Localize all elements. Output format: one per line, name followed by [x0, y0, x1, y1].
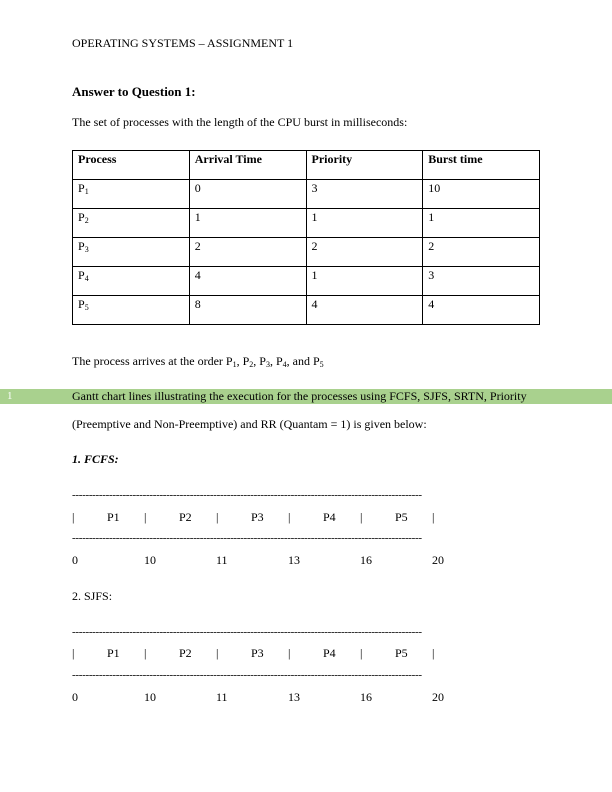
priority-cell: 4	[306, 296, 423, 325]
gantt-process: P3	[251, 646, 264, 660]
priority-cell: 1	[306, 209, 423, 238]
fcfs-bottom-divider: --------------------------------------------------------------------------------------------------------	[72, 532, 422, 544]
arrival-cell: 1	[189, 209, 306, 238]
gantt-time: 16	[360, 690, 372, 704]
burst-cell: 1	[423, 209, 540, 238]
burst-cell: 3	[423, 267, 540, 296]
gantt-time: 0	[72, 690, 78, 704]
gantt-bar: |	[72, 646, 75, 660]
gantt-process: P1	[107, 510, 120, 524]
gantt-time: 10	[144, 553, 156, 567]
gantt-process: P1	[107, 646, 120, 660]
process-cell: $P_3$	[73, 238, 190, 267]
table-row	[73, 238, 540, 267]
fcfs-top-divider: --------------------------------------------------------------------------------------------------------	[72, 489, 422, 501]
column-header-burst-time: Burst time	[423, 151, 540, 180]
line-number: 1	[7, 390, 13, 402]
arrival-cell: 0	[189, 180, 306, 209]
gantt-time: 16	[360, 553, 372, 567]
gantt-time: 20	[432, 690, 444, 704]
gantt-time: 11	[216, 690, 228, 704]
page-header: OPERATING SYSTEMS – ASSIGNMENT 1	[72, 36, 294, 50]
gantt-bar: |	[432, 646, 435, 660]
arrival-cell: 2	[189, 238, 306, 267]
gantt-process: P2	[179, 510, 192, 524]
table-row	[73, 209, 540, 238]
process-cell: $P_1$	[73, 180, 190, 209]
sjfs-top-divider: --------------------------------------------------------------------------------------------------------	[72, 626, 422, 638]
gantt-time: 13	[288, 553, 300, 567]
gantt-bar: |	[288, 646, 291, 660]
process-table	[72, 150, 540, 325]
arrival-order-text: The process arrives at the order $P_1$, $P_2$, $P_3$, $P_4$, and $P_5$	[72, 354, 324, 369]
gantt-process: P4	[323, 510, 336, 524]
intro-text: The set of processes with the length of the CPU burst in milliseconds:	[72, 115, 408, 129]
arrival-cell: 8	[189, 296, 306, 325]
gantt-process: P5	[395, 646, 408, 660]
column-header-priority: Priority	[306, 151, 423, 180]
gantt-process: P4	[323, 646, 336, 660]
gantt-time: 11	[216, 553, 228, 567]
process-cell: $P_4$	[73, 267, 190, 296]
process-cell: $P_2$	[73, 209, 190, 238]
table-row	[73, 267, 540, 296]
burst-cell: 10	[423, 180, 540, 209]
gantt-time: 20	[432, 553, 444, 567]
gantt-time: 13	[288, 690, 300, 704]
gantt-time: 0	[72, 553, 78, 567]
gantt-bar: |	[216, 646, 219, 660]
gantt-process: P5	[395, 510, 408, 524]
gantt-bar: |	[432, 510, 435, 524]
continuation-text: (Preemptive and Non-Preemptive) and RR (Quantam = 1) is given below:	[72, 417, 427, 431]
sjfs-gantt-row	[72, 646, 452, 662]
gantt-bar: |	[216, 510, 219, 524]
gantt-bar: |	[72, 510, 75, 524]
gantt-bar: |	[360, 510, 363, 524]
column-header-arrival-time: Arrival Time	[189, 151, 306, 180]
sjfs-time-row	[72, 690, 452, 706]
sjfs-heading: 2. SJFS:	[72, 589, 113, 603]
gantt-bar: |	[144, 510, 147, 524]
sjfs-bottom-divider: --------------------------------------------------------------------------------------------------------	[72, 669, 422, 681]
fcfs-heading: 1. FCFS:	[72, 452, 119, 466]
gantt-bar: |	[360, 646, 363, 660]
fcfs-time-row	[72, 553, 452, 569]
priority-cell: 3	[306, 180, 423, 209]
gantt-bar: |	[288, 510, 291, 524]
arrival-cell: 4	[189, 267, 306, 296]
burst-cell: 4	[423, 296, 540, 325]
burst-cell: 2	[423, 238, 540, 267]
gantt-process: P2	[179, 646, 192, 660]
gantt-bar: |	[144, 646, 147, 660]
process-cell: $P_5$	[73, 296, 190, 325]
gantt-process: P3	[251, 510, 264, 524]
fcfs-gantt-row	[72, 510, 452, 526]
table-header-row	[73, 151, 540, 180]
priority-cell: 1	[306, 267, 423, 296]
highlighted-line-text: Gantt chart lines illustrating the execution for the processes using FCFS, SJFS, SRTN, Priority	[72, 389, 527, 403]
answer-heading: Answer to Question 1:	[72, 84, 196, 99]
priority-cell: 2	[306, 238, 423, 267]
table-row	[73, 180, 540, 209]
table-row	[73, 296, 540, 325]
column-header-process: Process	[73, 151, 190, 180]
gantt-time: 10	[144, 690, 156, 704]
